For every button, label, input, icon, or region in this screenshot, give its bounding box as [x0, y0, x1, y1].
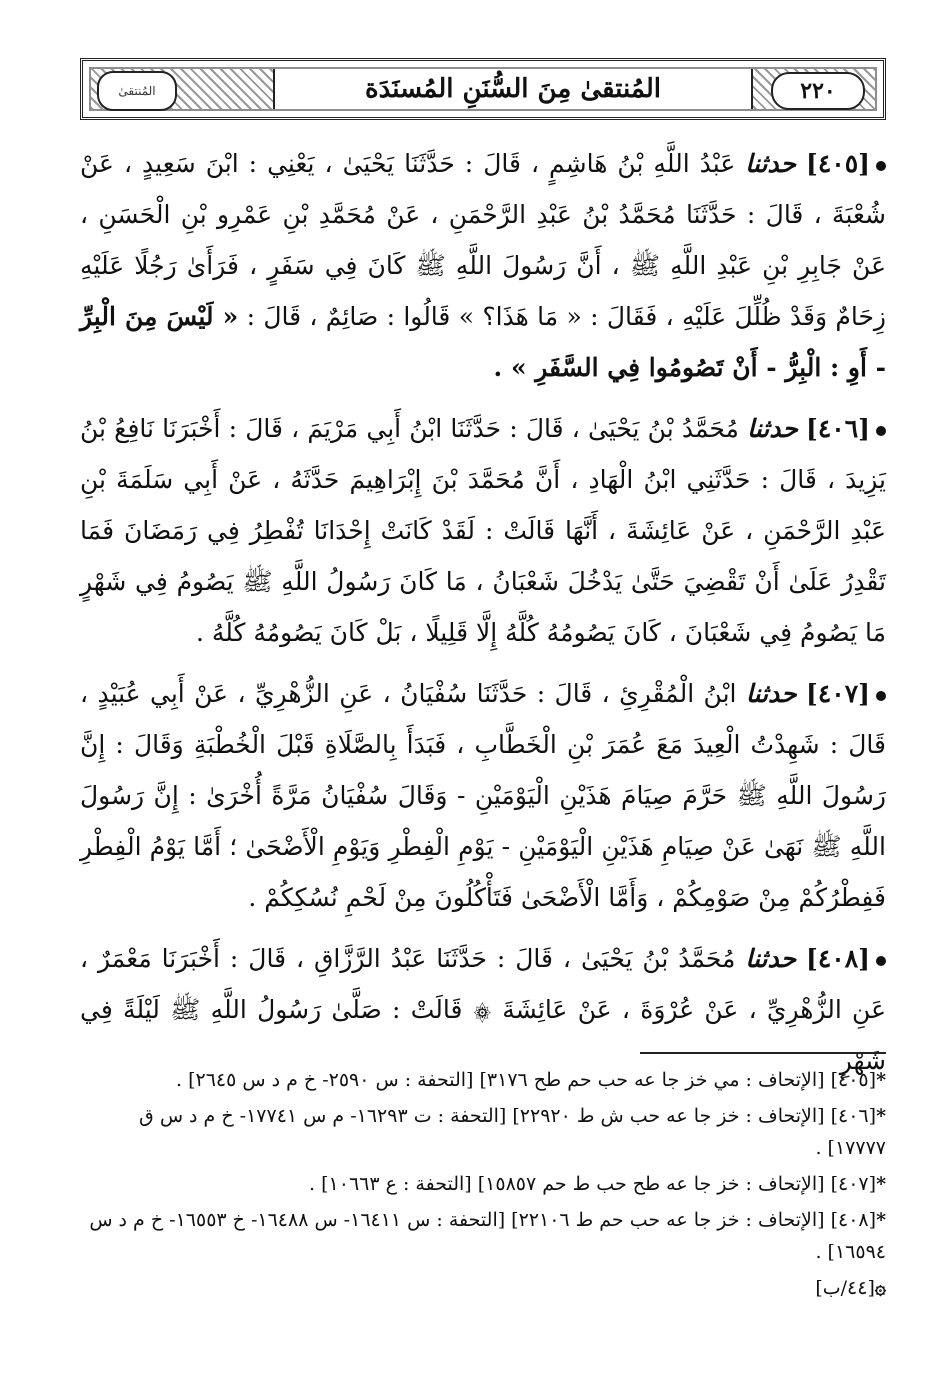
narration-chain-word: حدثنا	[745, 679, 797, 708]
footnote-407	[80, 1168, 886, 1200]
hadith-number: [٤٠٧]	[806, 679, 870, 708]
hadith-number: [٤٠٥]	[806, 149, 870, 178]
hadith-number: [٤٠٨]	[806, 944, 870, 973]
footnote-408	[80, 1204, 886, 1268]
page-number: ٢٢٠	[771, 72, 865, 110]
footnotes	[80, 1064, 886, 1308]
running-title: المُنتقىٰ مِنَ السُّنَنِ المُسنَدَة	[273, 69, 753, 109]
narration-chain-word: حدثنا	[745, 944, 797, 973]
bullet-icon	[876, 691, 886, 701]
star-icon: *	[876, 1173, 886, 1195]
footnote-406	[80, 1100, 886, 1164]
hadith-number: [٤٠٦]	[806, 414, 871, 443]
footnote-text: [٤٠٦] [الإتحاف : خز جا عه حب ش ط ٢٢٩٢٠] [التحفة : ت ١٦٢٩٣- م س ١٧٧٤١- خ م د س ق ١٧٧٧٧] .	[139, 1105, 886, 1159]
footnote-text: [٤٠٨] [الإتحاف : خز جا عه حب حم ط ٢٢١٠٦] [التحفة : س ١٦٤١١- س ١٦٤٨٨- خ ١٦٥٥٣- خ م د س ١٦٥٩٤] .	[89, 1209, 886, 1263]
footnote-text: [٤٤/ب]	[815, 1277, 875, 1299]
star-icon: *	[876, 1069, 886, 1091]
footnote-405	[80, 1064, 886, 1096]
hadith-quote: « لَيْسَ مِنَ الْبِرِّ - أَوِ : الْبِرُّ - أَنْ تَصُومُوا فِي السَّفَرِ » .	[80, 302, 886, 382]
hadith-text: مُحَمَّدُ بْنُ يَحْيَىٰ ، قَالَ : حَدَّثَنَا ابْنُ أَبِي مَرْيَمَ ، قَالَ : أَخْبَرَنَا نَافِعُ بْنُ يَزِيدَ ، قَالَ : حَدَّثَنِي ابْنُ الْهَادِ ، أَنَّ مُحَمَّدَ بْنَ إِبْرَاهِيمَ حَدَّثَهُ ، عَنْ أَبِي سَلَمَةَ بْنِ عَبْدِ الرَّحْمَنِ ، عَنْ عَائِشَةَ ، أَنَّهَا قَالَتْ : لَقَدْ كَانَتْ إِحْدَانَا تُفْطِرُ فِي رَمَضَانَ فَمَا تَقْدِرُ عَلَىٰ أَنْ تَقْضِيَ حَتَّىٰ يَدْخُلَ شَعْبَانُ ، مَا كَانَ رَسُولُ اللَّهِ ﷺ يَصُومُ فِي شَهْرٍ مَا يَصُومُ فِي شَعْبَانَ ، كَانَ يَصُومُهُ كُلَّهُ إِلَّا قَلِيلًا ، بَلْ كَانَ يَصُومُهُ كُلَّهُ .	[80, 414, 886, 647]
bullet-icon	[876, 426, 886, 436]
section-mark-icon: ۞	[874, 1277, 886, 1299]
hadith-text: عَبْدُ اللَّهِ بْنُ هَاشِمٍ ، قَالَ : حَدَّثَنَا يَحْيَىٰ ، يَعْنِي : ابْنَ سَعِيدٍ ، عَنْ شُعْبَةَ ، قَالَ : حَدَّثَنَا مُحَمَّدُ بْنُ عَبْدِ الرَّحْمَنِ ، عَنْ مُحَمَّدِ بْنِ عَمْرِو بْنِ الْحَسَنِ ، عَنْ جَابِرِ بْنِ عَبْدِ اللَّهِ ﷺ ، أَنَّ رَسُولَ اللَّهِ ﷺ كَانَ فِي سَفَرٍ ، فَرَأَىٰ رَجُلًا عَلَيْهِ زِحَامٌ وَقَدْ ظُلِّلَ عَلَيْهِ ، فَقَالَ : « مَا هَذَا؟ » قَالُوا : صَائِمٌ ، قَالَ :	[80, 149, 887, 331]
hadith-407	[80, 668, 886, 923]
narration-chain-word: حدثنا	[745, 149, 796, 178]
page-header	[80, 58, 886, 120]
footnote-separator	[640, 1052, 886, 1054]
star-icon: *	[876, 1209, 886, 1231]
seal-logo: المُنتقىٰ	[97, 71, 177, 111]
footnote-text: [٤٠٥] [الإتحاف : مي خز جا عه حب حم طح ٣١٧٦] [التحفة : س ٢٥٩٠- خ م د س ٢٦٤٥] .	[176, 1069, 877, 1091]
star-icon: *	[876, 1105, 886, 1127]
bullet-icon	[876, 956, 886, 966]
narration-chain-word: حدثنا	[747, 414, 798, 443]
manuscript-marker	[80, 1272, 886, 1304]
hadith-text: ابْنُ الْمُقْرِئِ ، قَالَ : حَدَّثَنَا سُفْيَانُ ، عَنِ الزُّهْرِيِّ ، عَنْ أَبِي عُبَيْدٍ ، قَالَ : شَهِدْتُ الْعِيدَ مَعَ عُمَرَ بْنِ الْخَطَّابِ ، فَبَدَأَ بِالصَّلَاةِ قَبْلَ الْخُطْبَةِ وَقَالَ : إِنَّ رَسُولَ اللَّهِ ﷺ حَرَّمَ صِيَامَ هَذَيْنِ الْيَوْمَيْنِ - وَقَالَ سُفْيَانُ مَرَّةً أُخْرَىٰ : إِنَّ رَسُولَ اللَّهِ ﷺ نَهَىٰ عَنْ صِيَامِ هَذَيْنِ الْيَوْمَيْنِ - يَوْمِ الْفِطْرِ وَيَوْمِ الْأَضْحَىٰ ؛ أَمَّا يَوْمُ الْفِطْرِ فَفِطْرُكُمْ مِنْ صَوْمِكُمْ ، وَأَمَّا الْأَضْحَىٰ فَتَأْكُلُونَ مِنْ لَحْمِ نُسُكِكُمْ .	[80, 679, 886, 912]
main-text	[80, 138, 886, 1096]
footnote-text: [٤٠٧] [الإتحاف : خز جا عه طح حب ط حم ١٥٨٥٧] [التحفة : ع ١٠٦٦٣] .	[309, 1173, 877, 1195]
bullet-icon	[876, 161, 886, 171]
hadith-405	[80, 138, 886, 393]
hadith-text: مُحَمَّدُ بْنُ يَحْيَىٰ ، قَالَ : حَدَّثَنَا عَبْدُ الرَّزَّاقِ ، قَالَ : أَخْبَرَنَا مَعْمَرٌ ، عَنِ الزُّهْرِيِّ ، عَنْ عُرْوَةَ ، عَنْ عَائِشَةَ ۞ قَالَتْ : صَلَّىٰ رَسُولُ اللَّهِ ﷺ لَيْلَةً فِي شَهْرِ	[80, 944, 886, 1075]
hadith-406	[80, 403, 886, 658]
